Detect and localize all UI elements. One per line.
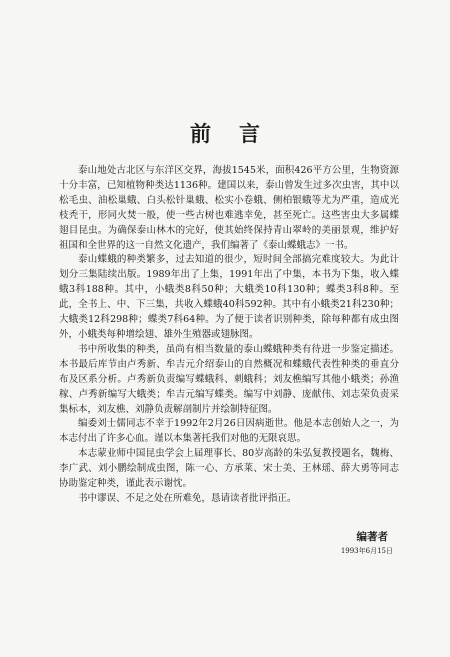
paragraph: 泰山蝶蛾的种类繁多，过去知道的很少，短时间全部搞完难度较大。为此计划分三集陆续出版。1989年出了上集，1991年出了中集，本书为下集，收入蝶蛾3科188种。其中，小蛾类8科50种；大蛾类10科130种；蝶类3科8种。至此，全书上、中、下三集，共收入蝶蛾40科592种。其中有小蛾类21科230种；大蛾类12科298种；蝶类7科64种。为了便于读者识别种类，除每种都有成虫图外，小蛾类每种增绘翅、雄外生殖器或翅脉图。 xyxy=(59,254,399,340)
author-signature: 编著者 xyxy=(356,531,388,543)
paragraph: 本志蒙业师中国昆虫学会上届理事长、80岁高龄的朱弘复教授题名，魏梅、李广武、刘小鹏绘制成虫图，陈一心、方承莱、宋士美、王林瑶、薛大勇等同志协助鉴定种类，谨此表示谢忱。 xyxy=(59,448,399,490)
paragraph: 书中谬误、不足之处在所难免，恳请读者批评指正。 xyxy=(78,492,297,504)
date-line: 1993年6月15日 xyxy=(340,547,393,555)
paragraph: 书中所收集的种类，虽尚有相当数量的泰山蝶蛾种类有待进一步鉴定描述。本书最后库节由卢秀新、牟吉元介绍泰山的自然概况和蝶蛾代表性种类的垂直分布及区系分析。卢秀新负责编写蝶蛾科、刺蛾科；刘友樵编写其他小蛾类；孙渔稼、卢秀新编写大蛾类；牟吉元编写蝶类。编写中刘静、庞献伟、刘志荣负责采集标本，刘友樵、刘静负责解剖制片并绘制特征图。 xyxy=(59,343,399,415)
paragraph: 泰山地处古北区与东洋区交界，海拔1545米，面积426平方公里，生物资源十分丰富，已知植物种类达1136种。建国以来，泰山曾发生过多次虫害，其中以松毛虫、油松巢蛾、白头松针巢蛾、松实小卷蛾、侧柏银蛾等尤为严重，造成光枝秃干，形同火焚一般，使一些古树也难逃幸免，甚至死亡。这些害虫大多属蝶翅目昆虫。为确保泰山林木的完好，使其始终保持青山翠岭的美丽景观，维护好祖国和全世界的这一自然文化遗产，我们编著了《泰山蝶蛾志》一书。 xyxy=(59,165,399,251)
body-text xyxy=(59,164,399,507)
page-title: 前言 xyxy=(190,121,288,146)
paragraph: 编委刘士儒同志不幸于1992年2月26日因病逝世。他是本志创始人之一，为本志付出了许多心血。谨以本集著托我们对他的无限哀思。 xyxy=(59,418,399,445)
